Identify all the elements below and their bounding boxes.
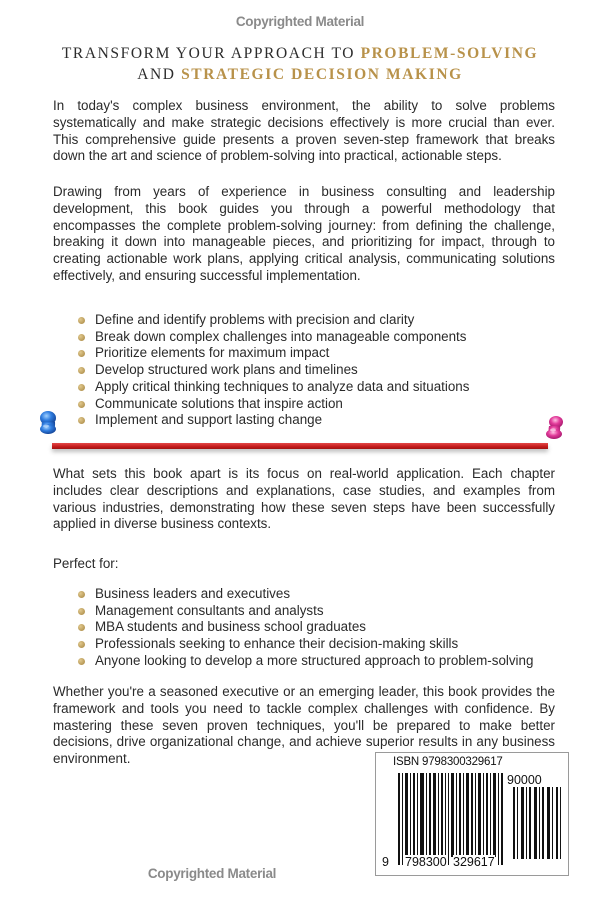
headline-gold-text: STRATEGIC DECISION MAKING bbox=[181, 66, 463, 83]
isbn-barcode bbox=[375, 752, 569, 876]
list-item-text: Develop structured work plans and timelines bbox=[95, 362, 358, 378]
list-item bbox=[75, 603, 533, 620]
list-item-text: Business leaders and executives bbox=[95, 586, 291, 601]
back-cover-headline bbox=[0, 43, 600, 85]
gold-bullet-icon bbox=[78, 401, 85, 408]
headline-line-2 bbox=[0, 64, 600, 85]
list-item bbox=[75, 636, 533, 653]
perfect-for-heading: Perfect for: bbox=[53, 556, 119, 571]
gold-bullet-icon bbox=[78, 317, 85, 324]
gold-bullet-icon bbox=[78, 367, 85, 374]
list-item-text: Break down complex challenges into manageable components bbox=[95, 328, 467, 344]
list-item-text: MBA students and business school graduates bbox=[95, 619, 366, 635]
apart-paragraph: What sets this book apart is its focus on real-world application. Each chapter includes clear descriptions and explanations, case studies, and examples from various industries, demonstrating how these seven steps have been successfully applied in diverse business contexts. bbox=[53, 466, 555, 532]
blue-pushpin-icon bbox=[36, 409, 62, 439]
headline-plain-text: AND bbox=[137, 66, 182, 83]
copyright-watermark-bottom: Copyrighted Material bbox=[147, 866, 277, 881]
headline-gold-text: PROBLEM-SOLVING bbox=[360, 45, 539, 62]
list-item-text: Anyone looking to develop a more structured approach to problem-solving bbox=[95, 652, 534, 668]
audience-list bbox=[75, 586, 533, 670]
gold-bullet-icon bbox=[78, 591, 85, 598]
list-item bbox=[75, 345, 469, 362]
headline-plain-text: TRANSFORM YOUR APPROACH TO bbox=[61, 45, 361, 62]
list-item-text: Apply critical thinking techniques to analyze data and situations bbox=[95, 378, 470, 394]
list-item-text: Communicate solutions that inspire action bbox=[95, 395, 343, 411]
list-item-text: Professionals seeking to enhance their decision-making skills bbox=[95, 636, 459, 652]
barcode-digits-left: 798300 bbox=[405, 855, 447, 869]
isbn-label: ISBN 9798300329617 bbox=[393, 756, 503, 768]
copyright-watermark-top: Copyrighted Material bbox=[235, 14, 365, 29]
list-item bbox=[75, 412, 469, 429]
list-item bbox=[75, 619, 533, 636]
gold-bullet-icon bbox=[78, 384, 85, 391]
price-code: 90000 bbox=[507, 773, 542, 787]
pink-pushpin-icon bbox=[541, 414, 567, 444]
gold-bullet-icon bbox=[78, 334, 85, 341]
intro-paragraph: In today's complex business environment, the ability to solve problems systematically and make strategic decisions effectively is more crucial than ever. This comprehensive guide presents a proven seven-step framework that breaks down the art and science of problem-solving into practical, actionable steps. bbox=[53, 98, 555, 164]
list-item bbox=[75, 329, 469, 346]
list-item-text: Implement and support lasting change bbox=[95, 412, 323, 428]
headline-line-1 bbox=[0, 43, 600, 64]
list-item bbox=[75, 586, 533, 603]
methodology-paragraph: Drawing from years of experience in business consulting and leadership development, this book guides you through a powerful methodology that encompasses the complete problem-solving journey: from defining the challenge, breaking it down into manageable pieces, and prioritizing for impact, through to creating actionable work plans, applying critical analysis, communicating solutions effectively, and ensuring successful implementation. bbox=[53, 184, 555, 283]
list-item-text: Prioritize elements for maximum impact bbox=[95, 345, 330, 361]
gold-bullet-icon bbox=[78, 417, 85, 424]
gold-bullet-icon bbox=[78, 641, 85, 648]
gold-bullet-icon bbox=[78, 350, 85, 357]
steps-list bbox=[75, 312, 469, 429]
list-item bbox=[75, 312, 469, 329]
price-barcode-bars-icon bbox=[513, 787, 565, 859]
gold-bullet-icon bbox=[78, 658, 85, 665]
list-item-text: Define and identify problems with precision and clarity bbox=[95, 312, 415, 327]
red-divider-line bbox=[52, 443, 548, 449]
gold-bullet-icon bbox=[78, 608, 85, 615]
barcode-digit-first: 9 bbox=[382, 855, 389, 869]
list-item bbox=[75, 379, 469, 396]
list-item bbox=[75, 362, 469, 379]
list-item bbox=[75, 396, 469, 413]
gold-bullet-icon bbox=[78, 624, 85, 631]
barcode-bars-icon bbox=[398, 773, 508, 865]
list-item-text: Management consultants and analysts bbox=[95, 602, 324, 618]
list-item bbox=[75, 653, 533, 670]
closing-paragraph: Whether you're a seasoned executive or an emerging leader, this book provides the framework and tools you need to tackle complex challenges with confidence. By mastering these seven proven techniques, you'll be prepared to make better decisions, drive organizational change, and achieve superior results in any business environment. bbox=[53, 684, 555, 767]
barcode-digits-right: 329617 bbox=[453, 855, 495, 869]
